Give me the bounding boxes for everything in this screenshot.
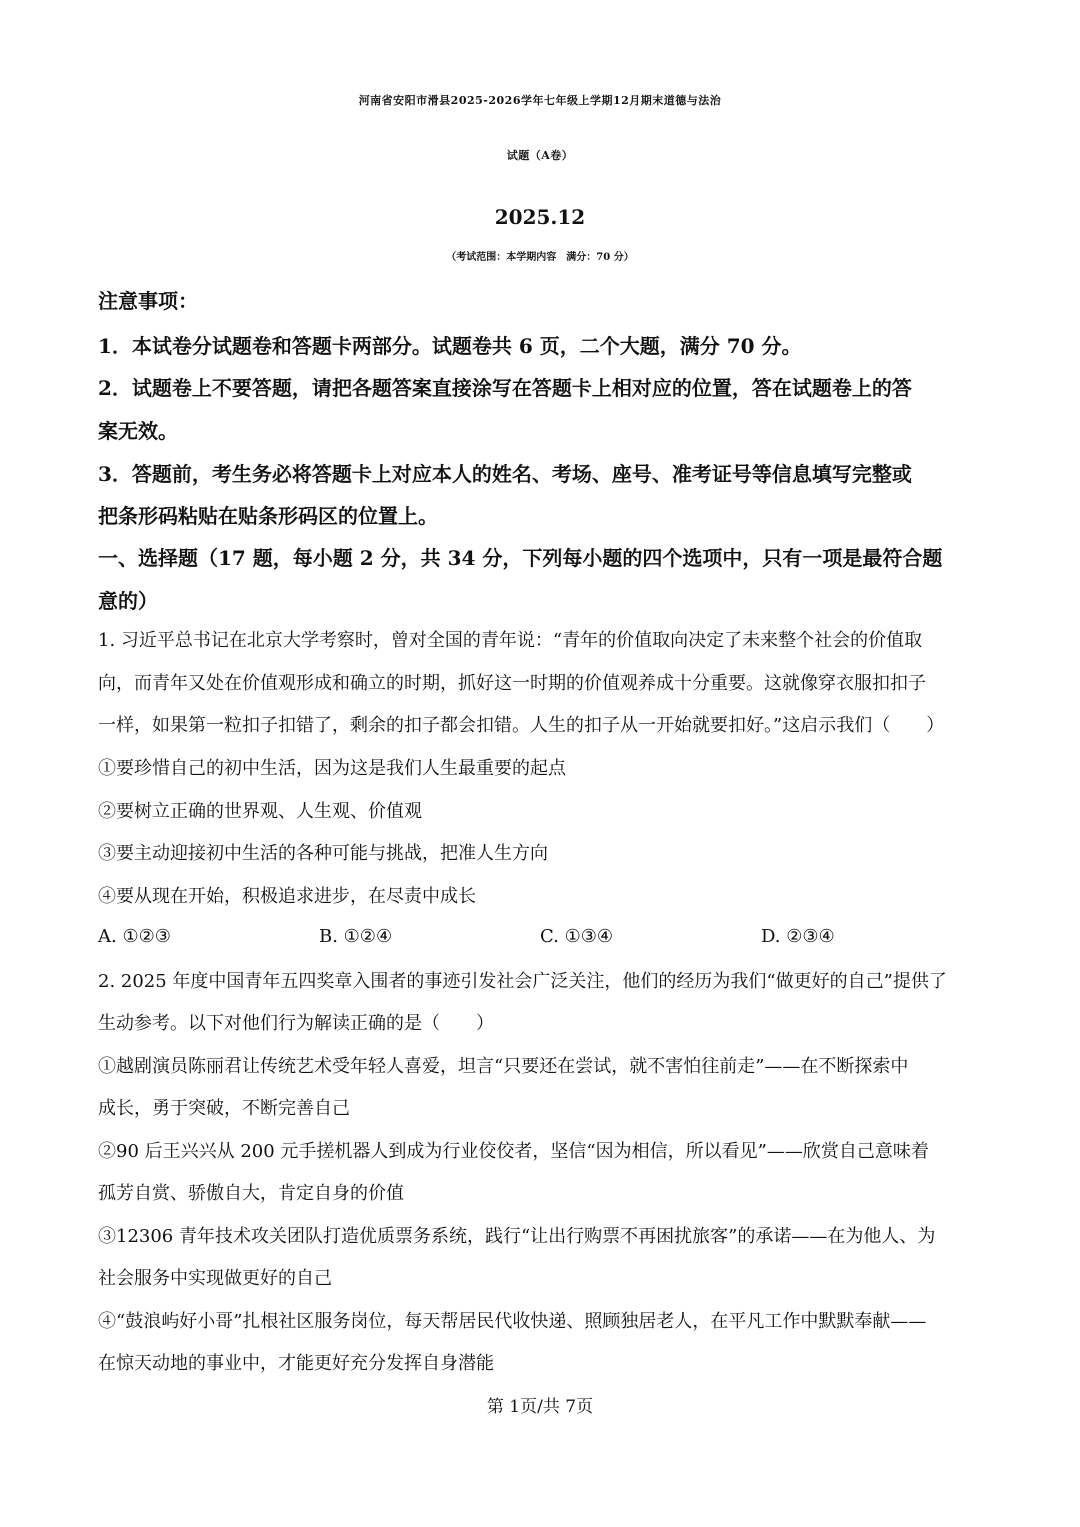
notice-item-3-line1: 3．答题前，考生务必将答题卡上对应本人的姓名、考场、座号、准考证号等信息填写完整或 (98, 462, 912, 486)
notice-item-2-line1: 2．试题卷上不要答题，请把各题答案直接涂写在答题卡上相对应的位置，答在试题卷上的答 (98, 376, 912, 400)
exam-scope: （考试范围：本学期内容 满分：70 分） (446, 252, 634, 263)
q2-statement-4-line1: ④“鼓浪屿好小哥”扎根社区服务岗位，每天帮居民代收快递、照顾独居老人，在平凡工作中默默奉献—— (98, 1311, 927, 1332)
q1-stem-line2: 向，而青年又处在价值观形成和确立的时期，抓好这一时期的价值观养成十分重要。这就像穿衣服扣扣子 (98, 673, 926, 694)
q1-options (98, 926, 982, 952)
q1-option-b: B. ①②④ (319, 926, 393, 947)
q1-option-c: C. ①③④ (540, 926, 613, 947)
q1-stem-line3: 一样，如果第一粒扣子扣错了，剩余的扣子都会扣错。人生的扣子从一开始就要扣好。”这启示我们（ ） (98, 715, 945, 736)
q2-statement-3-line2: 社会服务中实现做更好的自己 (98, 1268, 332, 1289)
q2-statement-3-line1: ③12306 青年技术攻关团队打造优质票务系统，践行“让出行购票不再困扰旅客”的承诺——在为他人、为 (98, 1226, 936, 1247)
notice-item-2-line2: 案无效。 (98, 419, 178, 443)
q2-stem-line1: 2. 2025 年度中国青年五四奖章入围者的事迹引发社会广泛关注，他们的经历为我们“做更好的自己”提供了 (98, 971, 947, 992)
q1-statement-2: ②要树立正确的世界观、人生观、价值观 (98, 801, 422, 822)
q2-statement-1-line1: ①越剧演员陈丽君让传统艺术受年轻人喜爱，坦言“只要还在尝试，就不害怕往前走”——在不断探索中 (98, 1056, 909, 1077)
q1-statement-4: ④要从现在开始，积极追求进步，在尽责中成长 (98, 886, 476, 907)
exam-title-line2: 试题（A卷） (506, 149, 574, 162)
notice-heading: 注意事项： (98, 289, 198, 313)
page-number: 第 1页/共 7页 (486, 1397, 594, 1417)
notice-item-3-line2: 把条形码粘贴在贴条形码区的位置上。 (98, 504, 438, 528)
q2-statement-1-line2: 成长，勇于突破，不断完善自己 (98, 1098, 350, 1119)
q1-statement-1: ①要珍惜自己的初中生活，因为这是我们人生最重要的起点 (98, 758, 566, 779)
section-1-heading-line1: 一、选择题（17 题，每小题 2 分，共 34 分，下列每小题的四个选项中，只有一项是最符合题 (98, 546, 943, 570)
notice-item-1: 1．本试卷分试题卷和答题卡两部分。试题卷共 6 页，二个大题，满分 70 分。 (98, 334, 802, 358)
q2-stem-line2: 生动参考。以下对他们行为解读正确的是（ ） (98, 1013, 494, 1034)
q2-statement-2-line2: 孤芳自赏、骄傲自大，肯定自身的价值 (98, 1183, 404, 1204)
q1-stem-line1: 1. 习近平总书记在北京大学考察时，曾对全国的青年说：“青年的价值取向决定了未来整个社会的价值取 (98, 630, 923, 651)
q2-statement-4-line2: 在惊天动地的事业中，才能更好充分发挥自身潜能 (98, 1353, 494, 1374)
q2-statement-2-line1: ②90 后王兴兴从 200 元手搓机器人到成为行业佼佼者，坚信“因为相信，所以看见”——欣赏自己意味着 (98, 1141, 929, 1162)
exam-title-line1: 河南省安阳市滑县2025-2026学年七年级上学期12月期末道德与法治 (358, 94, 722, 107)
q1-statement-3: ③要主动迎接初中生活的各种可能与挑战，把准人生方向 (98, 843, 548, 864)
section-1-heading-line2: 意的） (98, 589, 158, 613)
exam-date: 2025.12 (494, 205, 586, 229)
q1-option-d: D. ②③④ (761, 926, 835, 947)
q1-option-a: A. ①②③ (98, 926, 171, 947)
